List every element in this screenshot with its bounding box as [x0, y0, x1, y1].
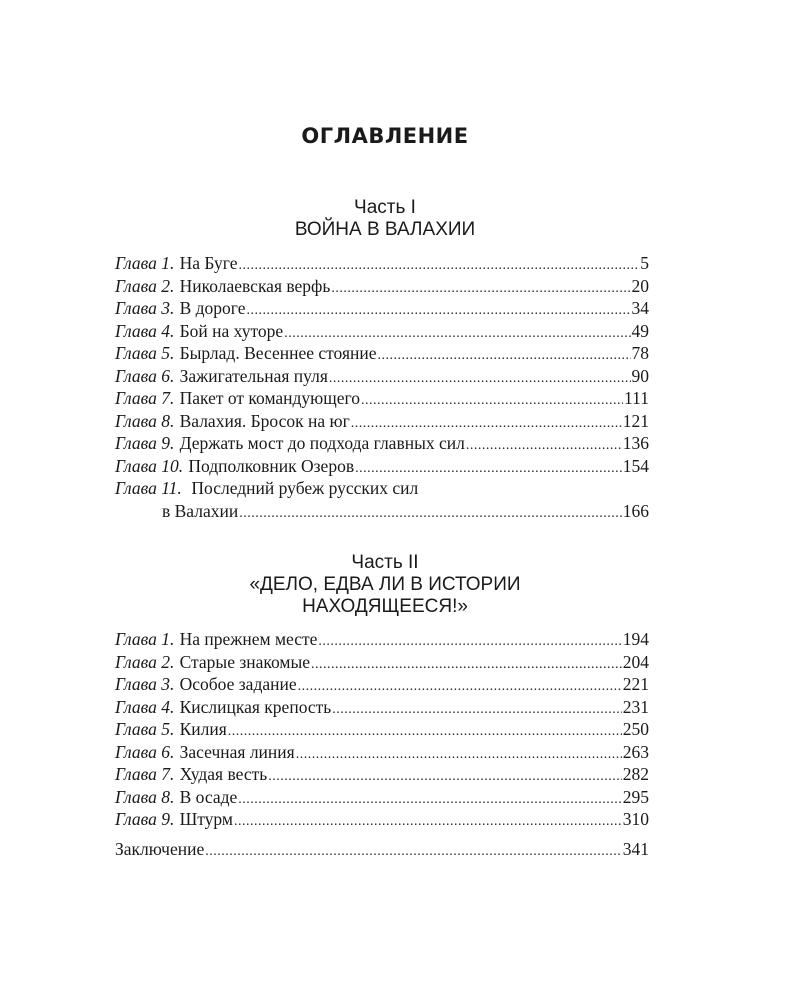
chapter-title: Валахия. Бросок на юг — [179, 410, 350, 431]
chapter-number: Глава 9. — [115, 433, 175, 453]
dot-leader — [239, 503, 622, 526]
page-number: 166 — [622, 500, 649, 521]
toc-entry[interactable] — [115, 365, 649, 388]
page-number: 136 — [622, 433, 649, 453]
chapter-title: Пакет от командующего — [179, 388, 360, 408]
chapter-title-continuation: в Валахии — [162, 500, 239, 521]
toc-entry[interactable] — [115, 252, 649, 275]
part-1-heading — [0, 197, 770, 241]
chapter-title: Николаевская верфь — [179, 275, 331, 296]
page-number: 154 — [622, 455, 649, 476]
toc-entry[interactable] — [115, 410, 649, 433]
dot-leader — [268, 766, 622, 789]
page-number: 34 — [631, 298, 649, 318]
chapter-number: Глава 8. — [115, 786, 175, 807]
dot-leader — [247, 300, 631, 323]
page-number: 111 — [624, 388, 649, 408]
conclusion-entry-wrapper — [115, 838, 649, 861]
chapter-number: Глава 4. — [115, 696, 175, 717]
page-number: 263 — [622, 741, 649, 762]
chapter-number: Глава 6. — [115, 365, 175, 386]
page-number: 194 — [622, 629, 649, 649]
chapter-title: Особое задание — [179, 674, 297, 694]
chapter-number: Глава 1. — [115, 629, 175, 649]
chapter-title: На прежнем месте — [179, 629, 318, 649]
page-number: 282 — [622, 764, 649, 784]
toc-entry-first-line — [115, 477, 649, 500]
dot-leader — [311, 654, 622, 677]
toc-entry[interactable] — [115, 275, 649, 298]
page-number: 221 — [622, 674, 649, 694]
dot-leader — [298, 676, 622, 699]
chapter-number: Глава 3. — [115, 674, 175, 694]
chapter-title: Держать мост до подхода главных сил — [179, 433, 465, 453]
toc-entry-conclusion[interactable] — [115, 838, 649, 861]
part-1-chapter-list — [115, 252, 649, 522]
toc-entry[interactable] — [115, 786, 649, 809]
toc-entry[interactable] — [115, 718, 649, 741]
page-number: 49 — [631, 320, 649, 341]
part-1-title: ВОЙНА В ВАЛАХИИ — [294, 219, 476, 240]
toc-entry[interactable] — [115, 808, 649, 831]
page-number: 78 — [631, 343, 649, 363]
chapter-title: Зажигательная пуля — [179, 365, 328, 386]
chapter-number: Глава 7. — [115, 388, 175, 408]
part-2-title-line-1: «ДЕЛО, ЕДВА ЛИ В ИСТОРИИ — [249, 574, 521, 595]
page-number: 250 — [622, 719, 649, 739]
chapter-title: Бырлад. Весеннее стояние — [179, 343, 377, 363]
toc-entry[interactable] — [115, 455, 649, 478]
dot-leader — [205, 841, 622, 864]
chapter-title: Килия — [179, 719, 227, 739]
page-number: 90 — [631, 365, 649, 386]
page-number: 295 — [622, 786, 649, 807]
toc-entry[interactable] — [115, 320, 649, 343]
toc-entry[interactable] — [115, 628, 649, 651]
dot-leader — [361, 390, 623, 413]
chapter-number: Глава 7. — [115, 764, 175, 784]
chapter-title: Бой на хуторе — [179, 320, 284, 341]
chapter-number: Глава 2. — [115, 651, 175, 672]
chapter-title: На Буге — [179, 253, 238, 273]
page-number: 5 — [640, 253, 649, 273]
chapter-title: Последний рубеж русских сил — [191, 478, 419, 498]
chapter-number: Глава 2. — [115, 275, 175, 296]
chapter-number: Глава 10. — [115, 455, 184, 476]
page-number: 20 — [631, 275, 649, 296]
chapter-number: Глава 9. — [115, 809, 175, 829]
chapter-title: В дороге — [179, 298, 246, 318]
page-number: 121 — [622, 410, 649, 431]
chapter-number: Глава 4. — [115, 320, 175, 341]
dot-leader — [238, 789, 621, 812]
chapter-number: Глава 3. — [115, 298, 175, 318]
chapter-number: Глава 8. — [115, 410, 175, 431]
chapter-title: Подполковник Озеров — [188, 455, 355, 476]
toc-entry[interactable] — [115, 432, 649, 455]
chapter-number: Глава 11. — [115, 478, 182, 498]
page-title: ОГЛАВЛЕНИЕ — [301, 124, 469, 148]
dot-leader — [296, 744, 622, 767]
chapter-number: Глава 6. — [115, 741, 175, 762]
part-2-chapter-list — [115, 628, 649, 831]
page-number: 204 — [622, 651, 649, 672]
toc-entry[interactable] — [115, 763, 649, 786]
toc-entry-continuation — [115, 500, 649, 523]
toc-entry[interactable] — [115, 696, 649, 719]
chapter-title: В осаде — [179, 786, 238, 807]
page-number: 341 — [622, 839, 649, 859]
toc-entry[interactable] — [115, 673, 649, 696]
part-2-title-line-2: НАХОДЯЩЕЕСЯ!» — [302, 596, 468, 617]
chapter-title: Засечная линия — [179, 741, 295, 762]
dot-leader — [332, 699, 621, 722]
dot-leader — [378, 345, 631, 368]
chapter-number: Глава 5. — [115, 343, 175, 363]
conclusion-title: Заключение — [115, 839, 205, 859]
chapter-number: Глава 5. — [115, 719, 175, 739]
toc-entry[interactable] — [115, 387, 649, 410]
dot-leader — [318, 631, 621, 654]
dot-leader — [234, 811, 622, 834]
dot-leader — [466, 435, 622, 458]
chapter-title: Худая весть — [179, 764, 268, 784]
chapter-title: Кислицкая крепость — [179, 696, 332, 717]
page-number: 310 — [622, 809, 649, 829]
dot-leader — [331, 278, 630, 301]
toc-entry[interactable] — [115, 297, 649, 320]
toc-entry[interactable] — [115, 651, 649, 674]
toc-entry[interactable] — [115, 342, 649, 365]
part-2-label: Часть II — [351, 552, 419, 573]
chapter-title: Старые знакомые — [179, 651, 311, 672]
toc-entry[interactable] — [115, 741, 649, 764]
chapter-title: Штурм — [179, 809, 233, 829]
part-1-label: Часть I — [354, 197, 416, 218]
part-2-heading — [0, 552, 770, 618]
toc-entry-multiline[interactable] — [115, 477, 649, 522]
chapter-number: Глава 1. — [115, 253, 175, 273]
page-number: 231 — [622, 696, 649, 717]
dot-leader — [329, 368, 631, 391]
